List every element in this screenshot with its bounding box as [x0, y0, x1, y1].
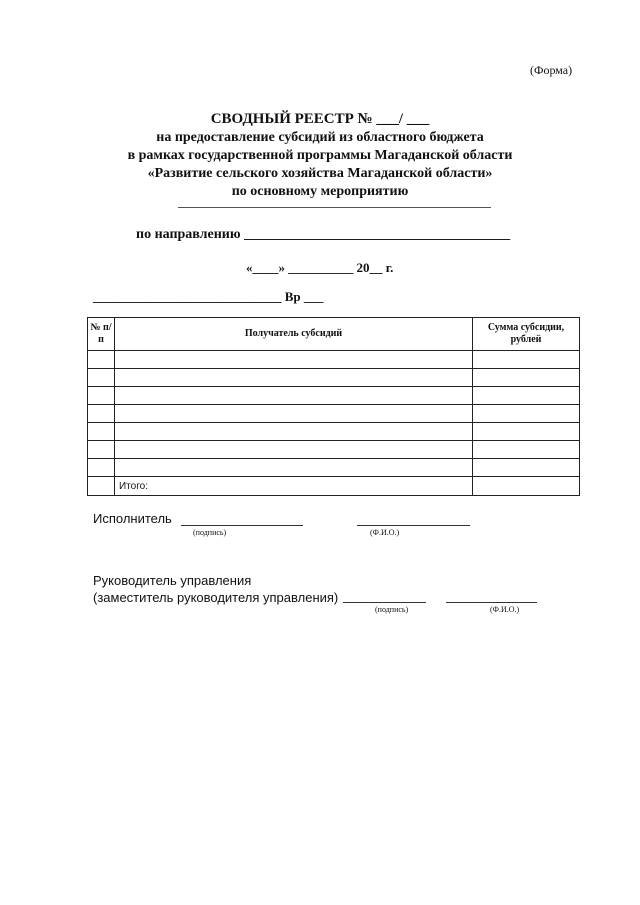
cell-number[interactable]	[88, 405, 115, 423]
cell-recipient[interactable]	[115, 405, 473, 423]
cell-recipient[interactable]	[115, 441, 473, 459]
table-header-row	[88, 318, 580, 351]
cell-number[interactable]	[88, 369, 115, 387]
direction-field[interactable]: по направлению ______________________________________	[136, 227, 511, 242]
cell-amount[interactable]	[473, 387, 580, 405]
cell-number[interactable]	[88, 441, 115, 459]
cell-amount[interactable]	[473, 405, 580, 423]
title-line-2: на предоставление субсидий из областного бюджета	[156, 130, 484, 145]
title-line-5: по основному мероприятию	[231, 184, 409, 199]
table-row	[88, 351, 580, 369]
date-field[interactable]: «____» __________ 20__ г.	[246, 260, 394, 275]
cell-amount[interactable]	[473, 423, 580, 441]
head-label-line-1: Руководитель управления	[93, 573, 252, 588]
cell-number[interactable]	[88, 387, 115, 405]
head-label-line-2: (заместитель руководителя управления)	[93, 590, 339, 605]
executor-name-caption: (Ф.И.О.)	[370, 528, 400, 537]
cell-number	[88, 477, 115, 496]
head-signature-line[interactable]	[343, 602, 426, 603]
cell-recipient[interactable]	[115, 459, 473, 477]
cell-number[interactable]	[88, 459, 115, 477]
title-line-1: СВОДНЫЙ РЕЕСТР № ___/ ___	[210, 111, 430, 127]
executor-name-line[interactable]	[357, 525, 470, 526]
registry-table	[87, 317, 580, 496]
table-row	[88, 423, 580, 441]
cell-number[interactable]	[88, 423, 115, 441]
head-name-caption: (Ф.И.О.)	[490, 605, 520, 614]
table-row	[88, 405, 580, 423]
document-title	[0, 110, 640, 201]
head-signature-caption: (подпись)	[375, 605, 409, 614]
title-line-4: «Развитие сельского хозяйства Магаданской области»	[147, 166, 493, 181]
cell-recipient[interactable]	[115, 387, 473, 405]
cell-recipient[interactable]	[115, 351, 473, 369]
total-label: Итого:	[115, 477, 473, 496]
cell-amount[interactable]	[473, 441, 580, 459]
table-row	[88, 441, 580, 459]
total-amount-cell[interactable]	[473, 477, 580, 496]
cell-recipient[interactable]	[115, 369, 473, 387]
executor-label: Исполнитель	[93, 511, 172, 526]
table-row	[88, 387, 580, 405]
head-name-line[interactable]	[446, 602, 537, 603]
header-recipient: Получатель субсидий	[115, 318, 473, 351]
executor-signature-line[interactable]	[181, 525, 303, 526]
cell-amount[interactable]	[473, 459, 580, 477]
header-amount: Сумма субсидии, рублей	[473, 318, 580, 351]
header-number: № п/п	[88, 318, 115, 351]
measure-fill-line[interactable]	[178, 207, 491, 208]
table-row	[88, 459, 580, 477]
table-row	[88, 369, 580, 387]
title-line-3: в рамках государственной программы Магаданской области	[127, 148, 513, 163]
cell-amount[interactable]	[473, 369, 580, 387]
cell-amount[interactable]	[473, 351, 580, 369]
vr-field[interactable]: _____________________________ Вр ___	[93, 289, 324, 304]
cell-number[interactable]	[88, 351, 115, 369]
cell-recipient[interactable]	[115, 423, 473, 441]
form-label: (Форма)	[530, 63, 573, 77]
executor-signature-caption: (подпись)	[193, 528, 227, 537]
table-total-row	[88, 477, 580, 496]
